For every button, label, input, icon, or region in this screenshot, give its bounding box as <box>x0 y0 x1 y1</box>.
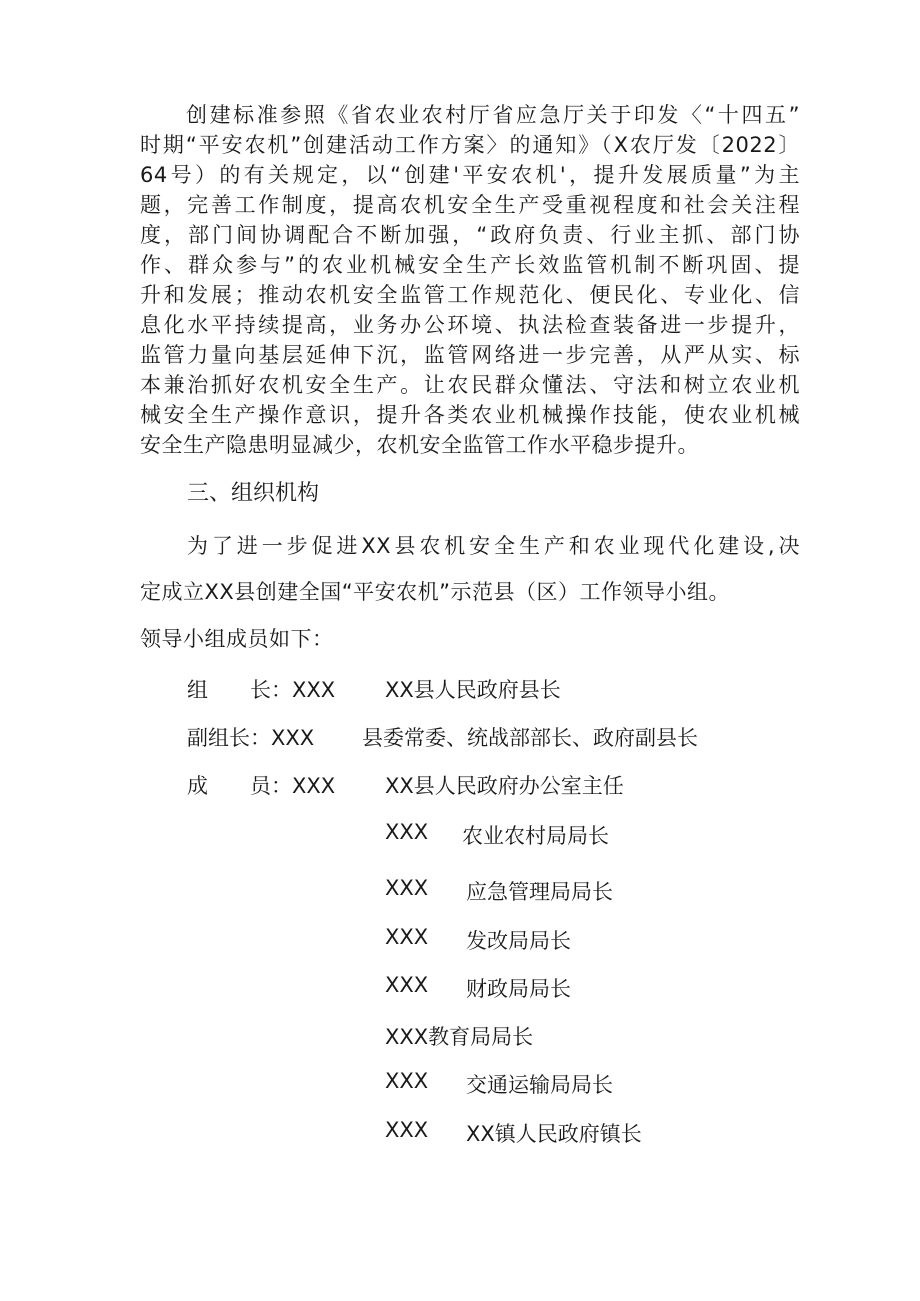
member-title: XX镇人民政府镇长 <box>466 1122 642 1146</box>
member-title: 交通运输局局长 <box>466 1073 613 1097</box>
deputy-role: 副组长：XXX <box>187 726 315 750</box>
member-title: 应急管理局局长 <box>466 880 613 904</box>
intro-line: 度，部门间协调配合不断加强，“政府负责、行业主抓、部门协 <box>140 223 800 247</box>
member-title: 农业农村局局长 <box>462 824 609 848</box>
org-line: 为了进一步促进XX县农机安全生产和农业现代化建设,决 <box>187 534 800 558</box>
intro-line: 安全生产隐患明显减少，农机安全监管工作水平稳步提升。 <box>140 433 699 457</box>
intro-line: 升和发展；推动农机安全监管工作规范化、便民化、专业化、信 <box>140 283 800 307</box>
member-name: XXX <box>385 973 429 997</box>
org-line: 领导小组成员如下： <box>140 627 334 651</box>
intro-paragraph <box>140 100 800 460</box>
member-name: XXX <box>385 820 429 844</box>
member-name: XXX <box>385 925 429 949</box>
intro-line: 息化水平持续提高，业务办公环境、执法检查装备进一步提升， <box>140 313 800 337</box>
intro-line: 作、群众参与”的农业机械安全生产长效监管机制不断巩固、提 <box>140 253 800 277</box>
intro-line: 64号）的有关规定，以“创建'平安农机'，提升发展质量”为主 <box>140 163 800 187</box>
member-title: 财政局局长 <box>466 977 571 1001</box>
leader-title: XX县人民政府县长 <box>385 678 561 702</box>
intro-line: 监管力量向基层延伸下沉，监管网络进一步完善，从严从实、标 <box>140 343 800 367</box>
intro-line: 时期“平安农机”创建活动工作方案〉的通知》（X农厅发〔2022〕 <box>140 133 800 157</box>
member-role: 成 员：XXX <box>187 774 336 798</box>
leader-role: 组 长：XXX <box>187 678 336 702</box>
intro-line: 题，完善工作制度，提高农机安全生产受重视程度和社会关注程 <box>140 193 800 217</box>
section-heading: 三、组织机构 <box>187 481 320 506</box>
intro-line: 创建标准参照《省农业农村厅省应急厅关于印发〈“十四五” <box>186 103 800 127</box>
deputy-title: 县委常委、统战部部长、政府副县长 <box>362 726 698 750</box>
member-title: XX县人民政府办公室主任 <box>385 774 624 798</box>
member-name: XXX <box>385 1069 429 1093</box>
member-name: XXX教育局局长 <box>385 1025 534 1049</box>
intro-line: 械安全生产操作意识，提升各类农业机械操作技能，使农业机械 <box>140 403 800 427</box>
member-name: XXX <box>385 876 429 900</box>
org-line: 定成立XX县创建全国“平安农机”示范县（区）工作领导小组。 <box>140 580 731 604</box>
member-name: XXX <box>385 1118 429 1142</box>
intro-line: 本兼治抓好农机安全生产。让农民群众懂法、守法和树立农业机 <box>140 373 800 397</box>
member-title: 发改局局长 <box>466 929 571 953</box>
